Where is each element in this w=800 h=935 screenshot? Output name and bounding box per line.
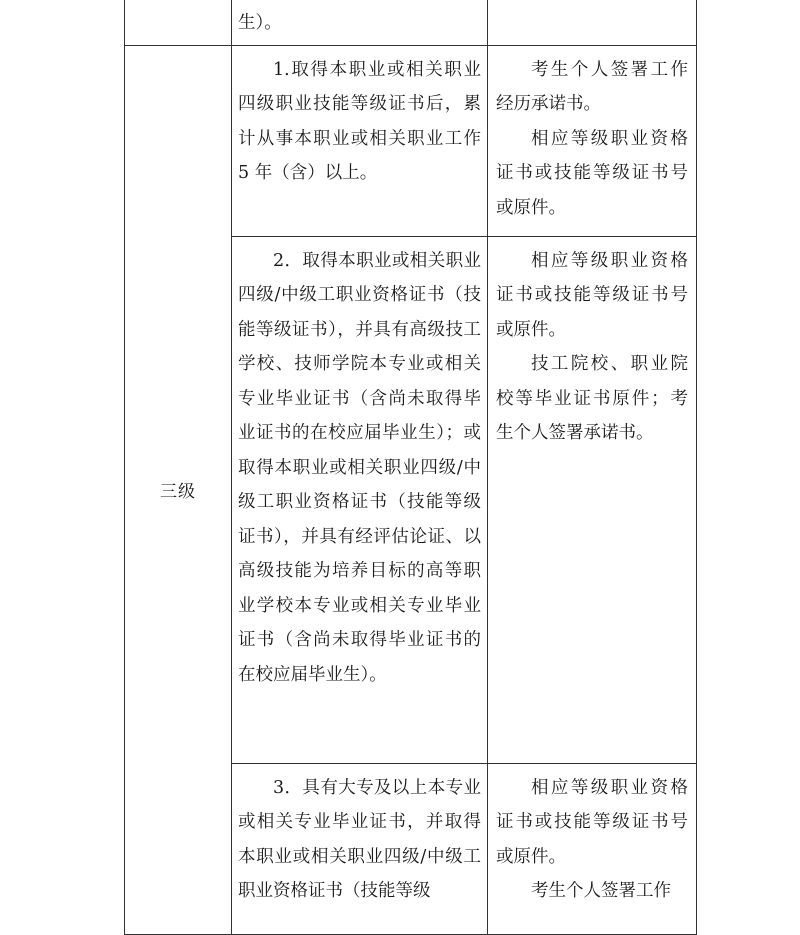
requirements-table <box>124 0 697 935</box>
level-cell <box>125 45 232 934</box>
materials-cell <box>488 45 697 236</box>
condition-text: 3．具有大专及以上本专业或相关专业毕业证书，并取得本职业或相关职业四级/中级工职业资格证书（技能等级 <box>238 777 481 901</box>
condition-cell <box>232 0 488 45</box>
condition-text: 2．取得本职业或相关职业四级/中级工职业资格证书（技能等级证书），并具有高级技工学校、技师学院本专业或相关专业毕业证书（含尚未取得毕业证书的在校应届毕业生）；或取得本职业或相关职业四级/中级工职业资格证书（技能等级证书），并具有经评估论证、以高级技能为培养目标的高等职业学校本专业或相关专业毕业证书（含尚未取得毕业证书的在校应届毕业生）。 <box>238 250 481 685</box>
materials-cell <box>488 236 697 763</box>
materials-text: 考生个人签署工作经历承诺书。 <box>496 59 688 114</box>
level-cell-empty <box>125 0 232 45</box>
materials-text: 相应等级职业资格证书或技能等级证书号或原件。 <box>496 250 688 340</box>
table-row <box>125 45 697 236</box>
table-row <box>125 0 697 45</box>
condition-cell <box>232 763 488 934</box>
condition-cell <box>232 45 488 236</box>
materials-text: 相应等级职业资格证书或技能等级证书号或原件。 <box>496 128 688 218</box>
condition-text: 生）。 <box>238 13 282 33</box>
materials-text: 相应等级职业资格证书或技能等级证书号或原件。 <box>496 777 688 867</box>
condition-text: 1.取得本职业或相关职业四级职业技能等级证书后，累计从事本职业或相关职业工作 5 年（含）以上。 <box>238 59 481 183</box>
materials-text: 考生个人签署工作 <box>531 881 671 901</box>
materials-text: 技工院校、职业院校等毕业证书原件；考生个人签署承诺书。 <box>496 354 688 443</box>
level-label: 三级 <box>160 482 196 502</box>
materials-cell <box>488 763 697 934</box>
condition-cell <box>232 236 488 763</box>
materials-cell <box>488 0 697 45</box>
